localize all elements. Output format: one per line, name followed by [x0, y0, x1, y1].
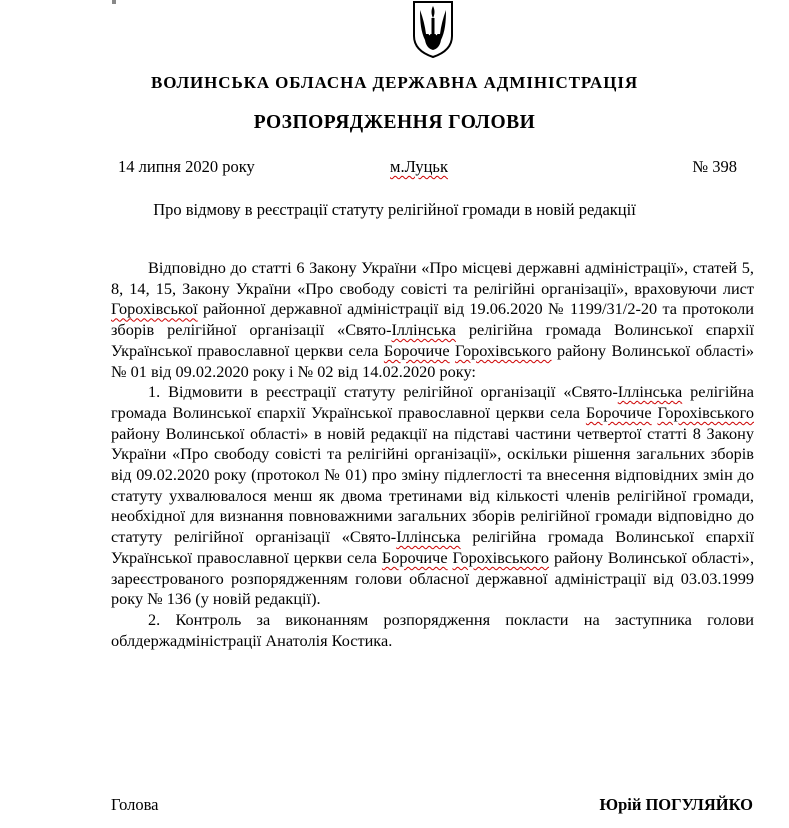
spellcheck-word: Іллінська — [396, 527, 461, 547]
signature-name: Юрій ПОГУЛЯЙКО — [599, 795, 753, 814]
preamble-paragraph: Відповідно до статті 6 Закону України «Про місцеві державні адміністрації», статей 5, 8, 14, 15, Закону України «Про свободу совісті та релігійні організації», враховуючи лист Горохівської районної державної адміністрації від 19.06.2020 № 1199/31/2-20 та протоколи зборів релігійної організації «Свято-Іллінська релігійна громада Волинської єпархії Української православної церкви села Борочиче Горохівського району Волинської області» № 01 від 09.02.2020 року і № 02 від 14.02.2020 року: — [111, 258, 755, 381]
document-number: № 398 — [692, 157, 737, 176]
signature-position: Голова — [111, 795, 159, 814]
coat-of-arms-trident-icon — [412, 0, 454, 58]
document-date: 14 липня 2020 року — [118, 157, 255, 176]
spellcheck-word: Горохівського — [455, 340, 552, 360]
document-subject: Про відмову в реєстрації статуту релігійної громади в новій редакції — [153, 200, 636, 219]
spellcheck-word: Іллінська — [391, 320, 456, 340]
document-city: м.Луцьк — [390, 157, 448, 176]
document-body — [111, 258, 754, 651]
item-1-paragraph: 1. Відмовити в реєстрації статуту релігійної організації «Свято-Іллінська релігійна громада Волинської єпархії Української православної церкви села Борочиче Горохівського району Волинської області» в новій редакції на підставі частини четвертої статті 8 Закону України «Про свободу совісті та релігійні організації», оскільки рішення загальних зборів від 09.02.2020 року (протокол № 01) про зміну підлеглості та внесення відповідних змін до статуту ухвалювалося менш як двома третинами від кількості членів релігійної громади, необхідної для визнання повноважними загальних зборів релігійної громади відповідно до статуту релігійної організації «Свято-Іллінська релігійна громада Волинської єпархії Української православної церкви села Борочиче Горохівського району Волинської області», зареєстрованого розпорядженням голови обласної державної адміністрації від 03.03.1999 року № 136 (у новій редакції). — [111, 382, 755, 609]
document-type-heading: РОЗПОРЯДЖЕННЯ ГОЛОВИ — [253, 112, 536, 133]
spellcheck-word: Горохівського — [657, 402, 754, 422]
item-2-paragraph: 2. Контроль за виконанням розпорядження покласти на заступника голови облдержадміністрації Анатолія Костика. — [111, 609, 754, 650]
corner-mark — [112, 0, 116, 4]
spellcheck-word: Іллінська — [617, 382, 683, 402]
organization-heading: ВОЛИНСЬКА ОБЛАСНА ДЕРЖАВНА АДМІНІСТРАЦІЯ — [150, 73, 639, 92]
spellcheck-word: Борочиче — [585, 402, 652, 422]
spellcheck-word: Горохівського — [452, 547, 550, 567]
spellcheck-word: Борочиче — [383, 340, 450, 360]
spellcheck-word: Борочиче — [381, 547, 448, 567]
spellcheck-word: Горохівської — [111, 299, 198, 319]
